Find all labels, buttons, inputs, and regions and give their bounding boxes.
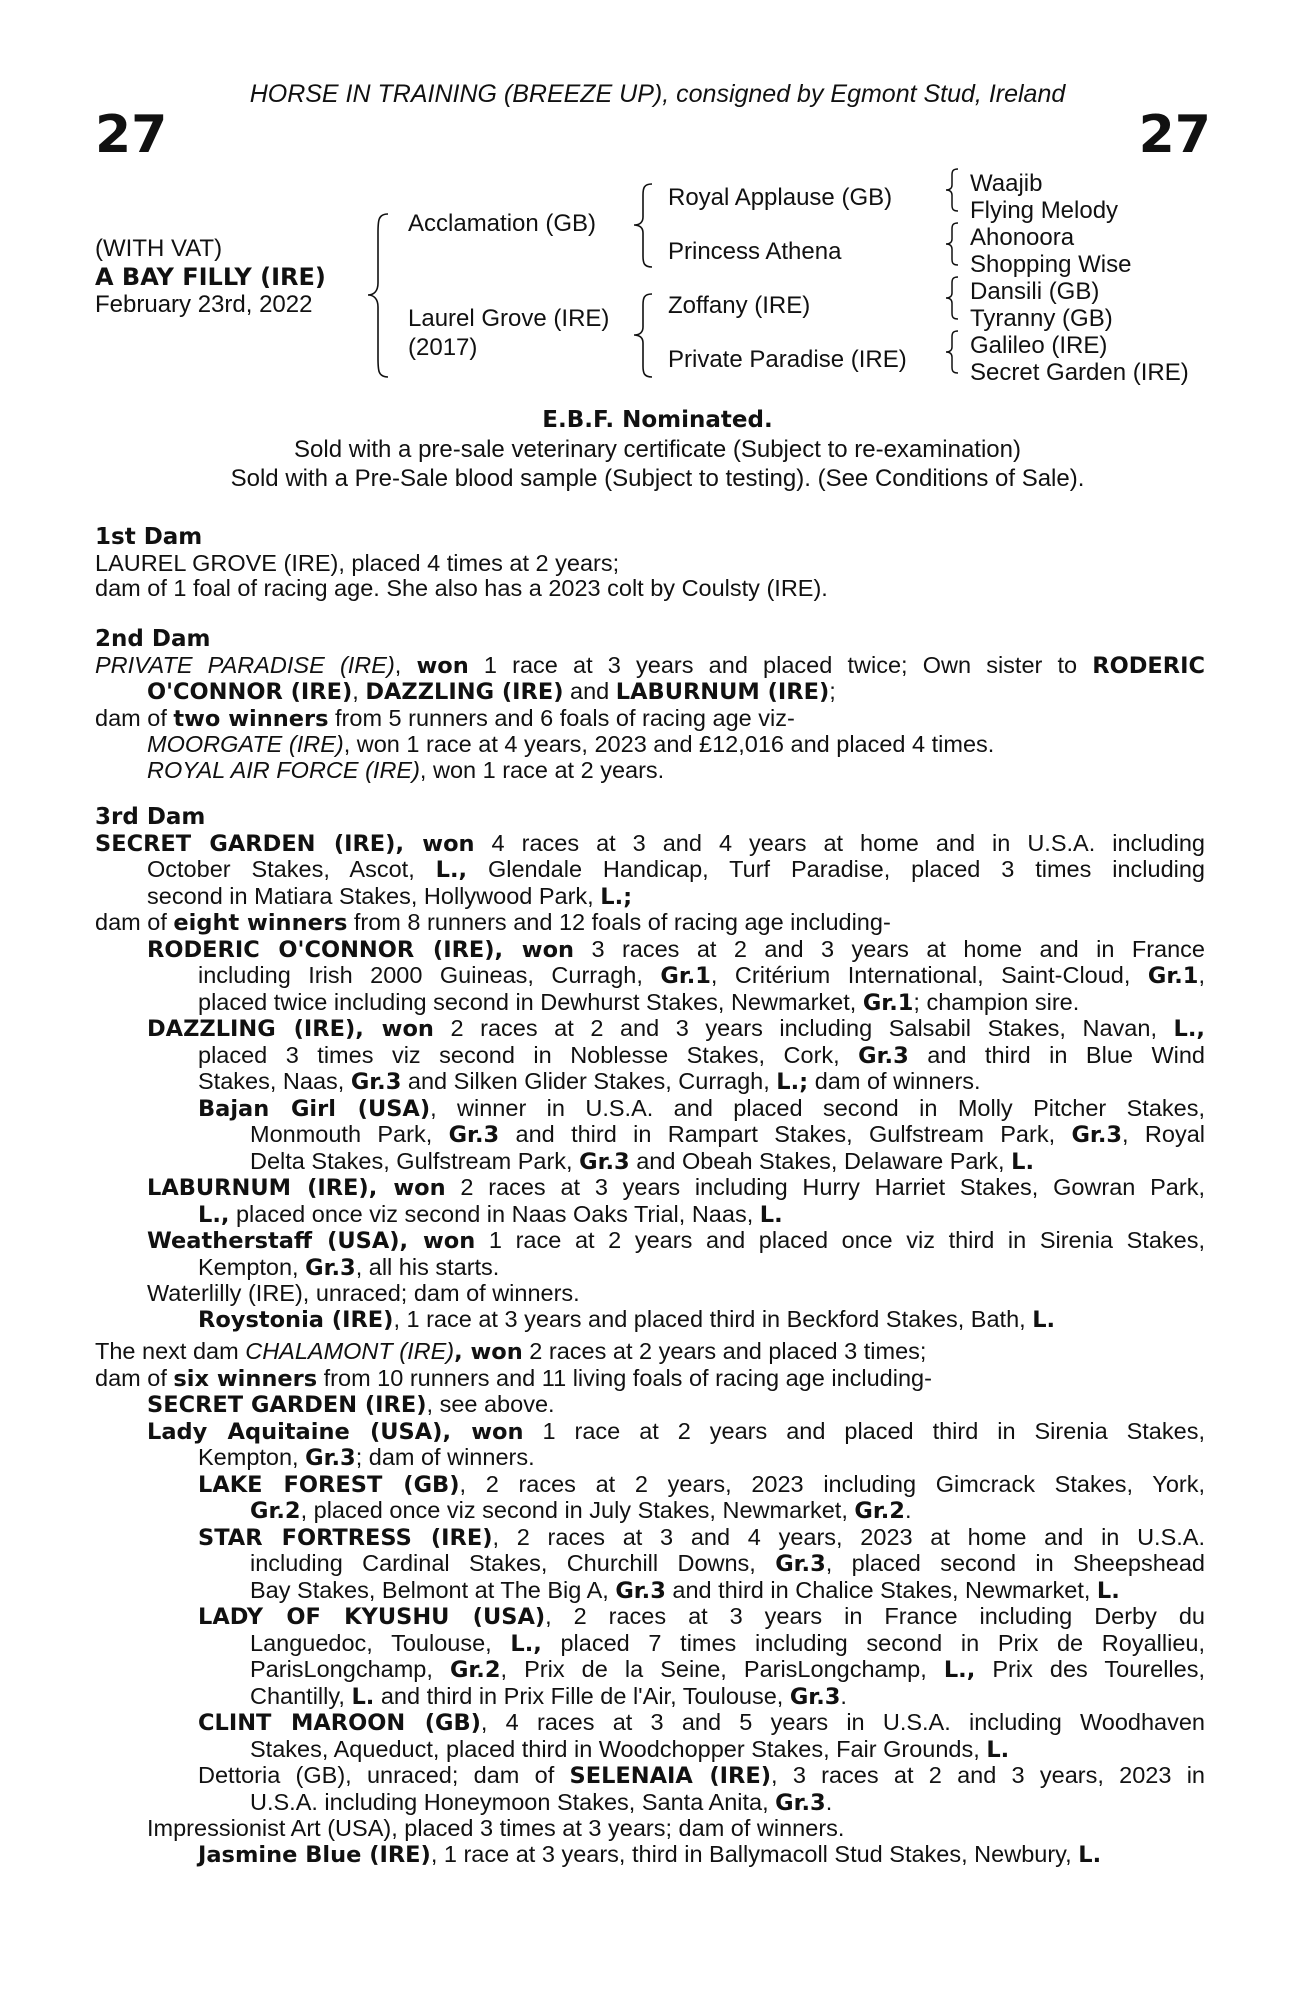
sire-dam: Princess Athena — [668, 238, 842, 265]
text-run: from 8 runners and 12 foals of racing age including- — [347, 909, 891, 935]
brace-g3-1 — [944, 168, 960, 212]
text-run: , — [352, 678, 366, 704]
text-run: , placed once viz second in July Stakes, Newmarket, — [300, 1497, 855, 1523]
bold-run: SECRET GARDEN (IRE) — [95, 830, 396, 857]
text-run: placed 7 times including second in Prix de Royallieu, — [541, 1629, 1205, 1656]
text-run: , winner in U.S.A. and placed second in Molly Pitcher Stakes, — [430, 1094, 1205, 1121]
next-dam-lines — [95, 1339, 1205, 1868]
dam-name: Laurel Grove (IRE) — [408, 305, 610, 332]
bold-run: Gr.3 — [350, 1069, 402, 1095]
text-run: 1 race at 3 years and placed twice; Own sister to — [468, 651, 1093, 678]
dam-year: (2017) — [408, 334, 478, 361]
text-run: , Prix de la Seine, ParisLongchamp, — [500, 1656, 944, 1682]
brace-g3-2 — [944, 222, 960, 266]
pedigree-line — [95, 1525, 1205, 1552]
pedigree-line — [95, 1763, 1205, 1790]
horse-name: A BAY FILLY (IRE) — [95, 263, 326, 291]
text-run: . — [825, 1788, 833, 1815]
bold-run: L.; — [776, 1069, 809, 1095]
bold-run: six winners — [173, 1365, 318, 1392]
pedigree-line — [95, 1016, 1205, 1043]
text-run: Kempton, — [198, 1253, 306, 1280]
first-dam-line: LAUREL GROVE (IRE), placed 4 times at 2 years; — [95, 549, 620, 576]
sibling-bold: LABURNUM (IRE) — [615, 679, 830, 705]
text-run: Impressionist Art (USA), placed 3 times at 3 years; dam of winners. — [147, 1815, 845, 1841]
brace-g3-4 — [944, 330, 960, 374]
bold-run: Gr.3 — [305, 1254, 356, 1281]
sibling-bold: DAZZLING (IRE) — [365, 679, 564, 705]
bold-run: L.; — [600, 883, 633, 910]
text-run: and — [563, 678, 616, 704]
bold-run: Gr.1 — [862, 989, 914, 1016]
text-run: Kempton, — [198, 1444, 306, 1470]
offspring-italic: ROYAL AIR FORCE (IRE) — [147, 756, 420, 783]
second-dam-line — [95, 732, 1205, 758]
second-dam-line — [95, 758, 1205, 784]
bold-run: Gr.3 — [858, 1042, 909, 1069]
bold-run: L. — [986, 1736, 1010, 1763]
text-run: Chantilly, — [250, 1682, 352, 1709]
first-dam-line: dam of 1 foal of racing age. She also has a 2023 colt by Coulsty (IRE). — [95, 575, 828, 601]
text-run: and Obeah Stakes, Delaware Park, — [629, 1147, 1012, 1174]
bold-run: L. — [1011, 1148, 1035, 1175]
bold-run: Gr.1 — [660, 963, 711, 989]
text-run: Dettoria (GB), unraced; dam of — [198, 1762, 570, 1788]
bold-run: , won — [494, 936, 575, 963]
text-run: Languedoc, Toulouse, — [250, 1629, 511, 1656]
pedigree-line — [95, 1096, 1205, 1123]
bold-run: L. — [759, 1201, 783, 1228]
bold-run: L. — [351, 1683, 375, 1710]
bold-run: Bajan Girl (USA) — [198, 1095, 431, 1122]
bold-run: , won — [395, 830, 475, 857]
text-run: 2 races at 3 years including Hurry Harriet Stakes, Gowran Park, — [445, 1174, 1205, 1200]
pedigree-line — [95, 1472, 1205, 1499]
text-run: , placed second in Sheepshead — [825, 1550, 1205, 1576]
bold-run: Gr.3 — [775, 1551, 826, 1577]
second-dam-line — [95, 653, 1205, 680]
pedigree-line — [95, 1551, 1205, 1578]
text-run: placed 3 times viz second in Noblesse Stakes, Cork, — [198, 1041, 859, 1068]
pedigree-line — [95, 963, 1205, 990]
page-header: HORSE IN TRAINING (BREEZE UP), consigned by Egmont Stud, Ireland — [249, 80, 1066, 108]
text-run: ; champion sire. — [913, 988, 1080, 1015]
text-run: from 5 runners and 6 foals of racing age viz- — [328, 704, 795, 731]
pedigree-line — [95, 1228, 1205, 1255]
text-run: . — [904, 1497, 912, 1523]
second-dam-section — [95, 627, 1205, 783]
second-dam-heading: 2nd Dam — [95, 626, 211, 652]
text-run: 2 races at 2 years and placed 3 times; — [522, 1338, 927, 1364]
vet-certificate-note: Sold with a pre-sale veterinary certificate (Subject to re-examination) — [294, 436, 1021, 463]
text-run: U.S.A. including Honeymoon Stakes, Santa Anita, — [250, 1788, 776, 1815]
bold-run: , won — [355, 1016, 434, 1042]
brace-dam-line — [632, 293, 654, 378]
foaling-date: February 23rd, 2022 — [95, 291, 313, 318]
bold-run: , won — [399, 1228, 476, 1254]
blood-sample-note: Sold with a Pre-Sale blood sample (Subject to testing). (See Conditions of Sale). — [230, 465, 1085, 492]
text-run: second in Matiara Stakes, Hollywood Park, — [147, 882, 601, 909]
sibling-bold: O'CONNOR (IRE) — [147, 679, 353, 705]
bold-run: Gr.2 — [854, 1498, 905, 1524]
bold-run: , won — [442, 1418, 524, 1445]
gen3-5: Dansili (GB) — [970, 278, 1100, 305]
pedigree-line — [95, 1604, 1205, 1631]
bold-run: , won — [454, 1339, 523, 1365]
text-run: , — [394, 651, 417, 678]
text-run: including Cardinal Stakes, Churchill Downs, — [250, 1550, 776, 1576]
bold-run: L., — [1173, 1016, 1205, 1042]
pedigree-line — [95, 990, 1205, 1017]
third-dam-heading: 3rd Dam — [95, 804, 206, 830]
bold-run: Gr.3 — [615, 1577, 666, 1604]
dam-sire: Zoffany (IRE) — [668, 292, 811, 319]
first-dam-section — [95, 525, 1205, 602]
text-run: , won 1 race at 4 years, 2023 and £12,016 and placed 4 times. — [343, 731, 995, 757]
text-run: ; dam of winners. — [355, 1444, 535, 1470]
pedigree-line — [95, 1149, 1205, 1176]
pedigree-line — [95, 1790, 1205, 1817]
bold-run: LAKE FOREST (GB) — [198, 1471, 460, 1498]
offspring-italic: MOORGATE (IRE) — [147, 731, 344, 757]
text-run: 4 races at 3 and 4 years at home and in U.S.A. including — [474, 829, 1205, 856]
pedigree-line — [95, 1202, 1205, 1229]
sibling-bold: RODERIC — [1092, 652, 1206, 679]
text-run: October Stakes, Ascot, — [147, 856, 436, 882]
bold-run: SELENAIA (IRE) — [569, 1763, 772, 1789]
pedigree-line — [95, 1339, 1205, 1366]
bold-run: DAZZLING (IRE) — [147, 1016, 356, 1042]
text-run: dam of — [95, 909, 174, 935]
bold-run: SECRET GARDEN (IRE) — [147, 1392, 427, 1418]
text-run: including Irish 2000 Guineas, Curragh, — [198, 962, 661, 988]
text-run: , 4 races at 3 and 5 years in U.S.A. including Woodhaven — [480, 1709, 1206, 1735]
text-run: dam of — [95, 704, 174, 731]
text-run: and third in Blue Wind — [908, 1041, 1205, 1068]
sale-notes — [0, 406, 1315, 493]
text-run: ParisLongchamp, — [250, 1656, 450, 1682]
text-run: 1 race at 2 years and placed once viz third in Sirenia Stakes, — [475, 1227, 1205, 1253]
pedigree-line — [95, 1657, 1205, 1684]
gen3-6: Tyranny (GB) — [970, 305, 1113, 332]
bold-run: Gr.3 — [1071, 1122, 1123, 1148]
third-dam-lines — [95, 831, 1205, 1334]
text-run: and Silken Glider Stakes, Curragh, — [401, 1068, 777, 1094]
gen3-3: Ahonoora — [970, 224, 1075, 251]
pedigree-line — [95, 1122, 1205, 1149]
sire-name: Acclamation (GB) — [408, 210, 597, 237]
bold-run: L., — [510, 1630, 542, 1657]
bold-run: L. — [1078, 1841, 1102, 1868]
text-run: Bay Stakes, Belmont at The Big A, — [250, 1576, 616, 1603]
text-run: Stakes, Naas, — [198, 1068, 351, 1094]
lot-number-right: 27 — [1138, 105, 1211, 165]
vat-note: (WITH VAT) — [95, 235, 223, 262]
pedigree-line — [95, 1498, 1205, 1525]
second-dam-line — [95, 706, 1205, 733]
italic-run: CHALAMONT (IRE) — [245, 1338, 455, 1364]
won-bold: won — [416, 652, 469, 679]
pedigree-line — [95, 1175, 1205, 1202]
text-run: and third in Rampart Stakes, Gulfstream Park, — [499, 1121, 1072, 1147]
text-run: . — [840, 1682, 847, 1709]
second-dam-line — [95, 679, 1205, 706]
text-run: Prix des Tourelles, — [975, 1656, 1205, 1682]
text-run: Glendale Handicap, Turf Paradise, placed 3 times including — [467, 856, 1205, 882]
next-dam-section — [95, 1339, 1205, 1868]
pedigree-line — [95, 1069, 1205, 1096]
text-run: ; — [829, 678, 836, 704]
text-run: , 2 races at 3 and 4 years, 2023 at home and in U.S.A. — [492, 1523, 1205, 1550]
text-run: Delta Stakes, Gulfstream Park, — [250, 1147, 580, 1174]
bold-run: Gr.3 — [789, 1683, 841, 1710]
pedigree-line — [95, 1737, 1205, 1764]
text-run: , Critérium International, Saint-Cloud, — [710, 962, 1148, 988]
bold-run: Gr.3 — [579, 1148, 630, 1175]
text-run: , 2 races at 3 years in France including Derby du — [545, 1603, 1205, 1629]
bold-run: Gr.2 — [250, 1498, 301, 1524]
text-run: dam of — [95, 1364, 174, 1391]
bold-run: L., — [198, 1201, 230, 1228]
pedigree-line — [95, 1842, 1205, 1869]
text-run: 2 races at 2 and 3 years including Salsabil Stakes, Navan, — [433, 1015, 1174, 1041]
pedigree-line — [95, 1307, 1205, 1334]
text-run: The next dam — [95, 1338, 246, 1364]
text-run: and third in Chalice Stakes, Newmarket, — [665, 1576, 1097, 1603]
pedigree-line — [95, 1710, 1205, 1737]
pedigree-line — [95, 937, 1205, 964]
pedigree-line — [95, 1419, 1205, 1446]
bold-run: LADY OF KYUSHU (USA) — [198, 1604, 546, 1630]
bold-run: Weatherstaff (USA) — [147, 1228, 400, 1254]
bold-run: Gr.3 — [305, 1445, 356, 1471]
gen3-1: Waajib — [970, 170, 1043, 197]
text-run: , — [1198, 962, 1205, 988]
text-run: 3 races at 2 and 3 years at home and in France — [574, 935, 1205, 962]
gen3-7: Galileo (IRE) — [970, 332, 1108, 359]
pedigree-line — [95, 831, 1205, 858]
bold-run: L. — [1032, 1306, 1056, 1333]
bold-run: L., — [435, 857, 468, 883]
bold-run: RODERIC O'CONNOR (IRE) — [147, 936, 495, 963]
bold-run: eight winners — [173, 910, 348, 936]
dam-dam: Private Paradise (IRE) — [668, 346, 907, 373]
pedigree-line — [95, 1631, 1205, 1658]
ebf-note: E.B.F. Nominated. — [542, 407, 773, 433]
gen3-8: Secret Garden (IRE) — [970, 359, 1189, 386]
bold-run: Gr.2 — [449, 1657, 501, 1683]
pedigree-line — [95, 857, 1205, 884]
text-run: , 2 races at 2 years, 2023 including Gimcrack Stakes, York, — [459, 1470, 1206, 1497]
text-run: Stakes, Aqueduct, placed third in Woodchopper Stakes, Fair Grounds, — [250, 1735, 987, 1762]
text-run: Monmouth Park, — [250, 1121, 449, 1147]
pedigree-line — [95, 1281, 1205, 1307]
brace-g3-3 — [944, 276, 960, 320]
bold-run: LABURNUM (IRE) — [147, 1175, 369, 1201]
bold-run: STAR FORTRESS (IRE) — [198, 1524, 493, 1551]
text-run: and third in Prix Fille de l'Air, Toulouse, — [374, 1682, 790, 1709]
gen3-4: Shopping Wise — [970, 251, 1132, 278]
bold-run: Roystonia (IRE) — [198, 1306, 394, 1333]
pedigree-line — [95, 1366, 1205, 1393]
pedigree-line — [95, 1255, 1205, 1282]
bold-run: Gr.3 — [775, 1789, 826, 1816]
pedigree-line — [95, 1684, 1205, 1711]
pedigree-line — [95, 1816, 1205, 1842]
pedigree-line — [95, 884, 1205, 911]
text-run: , 3 races at 2 and 3 years, 2023 in — [771, 1762, 1205, 1788]
winners-bold: two winners — [173, 705, 329, 732]
subject-block — [95, 235, 326, 319]
text-run: Waterlilly (IRE), unraced; dam of winners. — [147, 1280, 580, 1306]
first-dam-heading: 1st Dam — [95, 524, 203, 550]
text-run: , 1 race at 3 years and placed third in Beckford Stakes, Bath, — [393, 1305, 1033, 1332]
bold-run: Gr.1 — [1147, 963, 1199, 989]
bold-run: Gr.3 — [448, 1122, 500, 1148]
text-run: , see above. — [426, 1391, 555, 1417]
bold-run: L., — [943, 1657, 976, 1683]
third-dam-section — [95, 805, 1205, 1333]
text-run: 1 race at 2 years and placed third in Sirenia Stakes, — [523, 1417, 1205, 1444]
text-run: from 10 runners and 11 living foals of racing age including- — [317, 1364, 932, 1391]
pedigree-line — [95, 1392, 1205, 1419]
bold-run: L. — [1096, 1577, 1120, 1604]
text-run: , Royal — [1122, 1121, 1205, 1147]
brace-sire-line — [632, 183, 654, 268]
brace-generation-1 — [366, 213, 390, 378]
text-run: , all his starts. — [355, 1253, 500, 1280]
sire-sire: Royal Applause (GB) — [668, 184, 893, 211]
text-run: , 1 race at 3 years, third in Ballymacoll Stud Stakes, Newbury, — [430, 1840, 1079, 1867]
bold-run: Jasmine Blue (IRE) — [198, 1841, 431, 1868]
bold-run: , won — [368, 1175, 446, 1201]
pedigree-line — [95, 1043, 1205, 1070]
text-run: placed twice including second in Dewhurst Stakes, Newmarket, — [198, 988, 863, 1015]
text-run: dam of winners. — [808, 1068, 981, 1094]
text-run: placed once viz second in Naas Oaks Trial, Naas, — [229, 1200, 760, 1227]
lot-number-left: 27 — [95, 105, 168, 165]
pedigree-line — [95, 1578, 1205, 1605]
bold-run: Lady Aquitaine (USA) — [147, 1418, 443, 1445]
text-run: , won 1 race at 2 years. — [419, 756, 665, 783]
gen3-2: Flying Melody — [970, 197, 1119, 224]
pedigree-line — [95, 910, 1205, 937]
pedigree-line — [95, 1445, 1205, 1472]
dam-name-italic: PRIVATE PARADISE (IRE) — [95, 651, 395, 678]
bold-run: CLINT MAROON (GB) — [198, 1710, 481, 1736]
